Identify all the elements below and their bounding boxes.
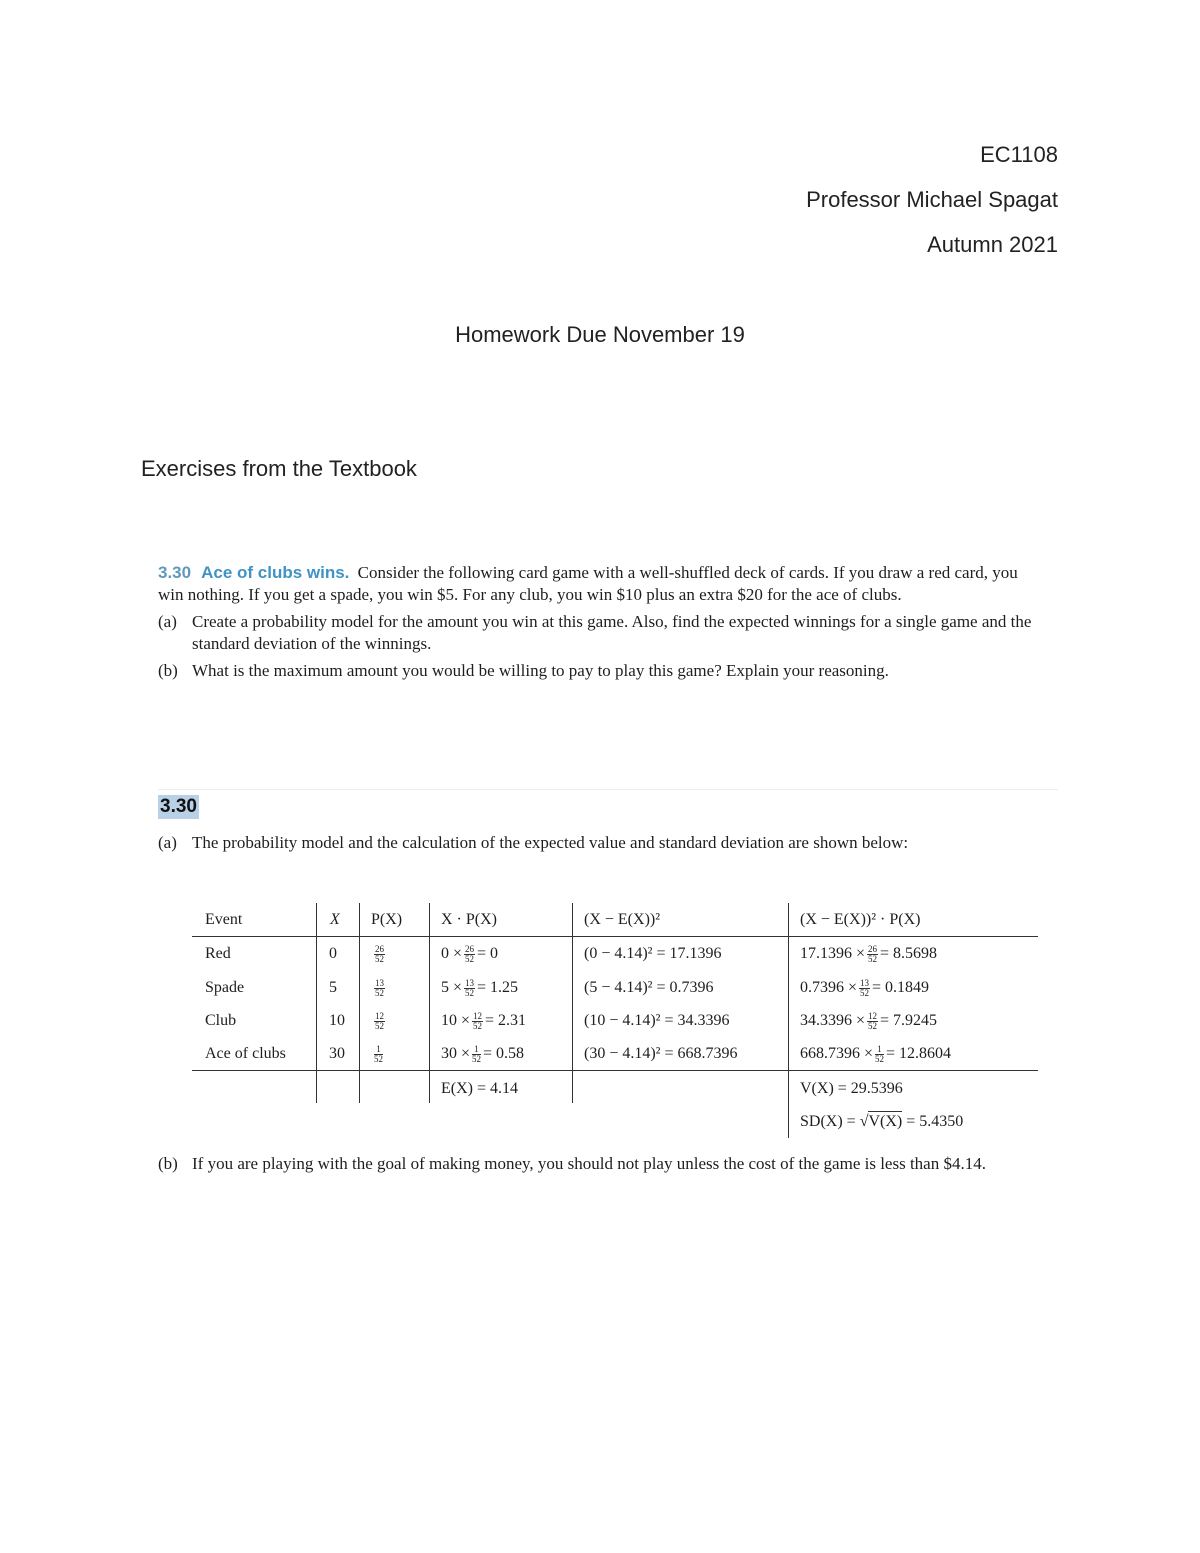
table-cell-x: 10 xyxy=(329,1012,345,1029)
table-rule xyxy=(788,903,789,1138)
table-cell-event: Spade xyxy=(205,979,245,996)
table-cell-event: Club xyxy=(205,1012,237,1029)
exercise-text: Consider the following card game with a well-shuffled deck of cards. If you draw a red card, you win nothing. If you get a spade, you win $5. For any club, you win $10 plus an extra $20 for the ace of clubs. xyxy=(158,563,1018,604)
part-label: (a) xyxy=(158,833,177,852)
table-cell-p: $\frac{26}{52}$ xyxy=(375,943,384,964)
solution-part-a xyxy=(158,832,1022,854)
table-header: (X − E(X))² xyxy=(584,911,661,928)
table-rule xyxy=(192,1070,1038,1071)
expected-value: E(X) = 4.14 xyxy=(441,1080,519,1097)
table-cell-p: $\frac{13}{52}$ xyxy=(375,977,384,998)
table-cell-deviation: (5 − 4.14)² = 0.7396 xyxy=(584,979,714,996)
part-text: Create a probability model for the amount you win at this game. Also, find the expected winnings for a single game and the standard deviation of the winnings. xyxy=(192,612,1032,653)
table-cell-deviation: (30 − 4.14)² = 668.7396 xyxy=(584,1045,738,1062)
part-label: (b) xyxy=(158,1154,178,1173)
table-cell-weighted: 0.7396 × $\frac{13}{52}$ = 0.1849 xyxy=(800,977,930,998)
table-rule xyxy=(429,903,430,1103)
part-text: What is the maximum amount you would be willing to pay to play this game? Explain your reasoning. xyxy=(192,661,889,680)
part-text: If you are playing with the goal of making money, you should not play unless the cost of the game is less than $4.14. xyxy=(192,1154,986,1173)
table-header: X xyxy=(330,911,340,928)
table-cell-weighted: 668.7396 × $\frac{1}{52}$ = 12.8604 xyxy=(800,1043,952,1064)
divider xyxy=(158,789,1058,790)
table-cell-p: $\frac{1}{52}$ xyxy=(374,1043,383,1064)
table-cell-weighted: 34.3396 × $\frac{12}{52}$ = 7.9245 xyxy=(800,1010,938,1031)
table-header: P(X) xyxy=(371,911,403,928)
table-header: (X − E(X))² · P(X) xyxy=(800,911,921,928)
solution-number: 3.30 xyxy=(160,796,197,817)
exercise-block xyxy=(158,562,1043,682)
exercise-statement xyxy=(158,562,1043,606)
table-cell-xp: 5 × $\frac{13}{52}$ = 1.25 xyxy=(441,977,519,998)
table-header: Event xyxy=(205,911,243,928)
term: Autumn 2021 xyxy=(927,232,1058,257)
table-cell-xp: 30 × $\frac{1}{52}$ = 0.58 xyxy=(441,1043,525,1064)
table-cell-deviation: (10 − 4.14)² = 34.3396 xyxy=(584,1012,730,1029)
table-cell-event: Red xyxy=(205,945,231,962)
page-title: Homework Due November 19 xyxy=(455,322,745,347)
exercise-part-b xyxy=(158,660,1043,682)
part-label: (b) xyxy=(158,661,178,680)
part-label: (a) xyxy=(158,612,177,631)
table-rule xyxy=(572,903,573,1103)
table-header: X · P(X) xyxy=(441,911,497,928)
part-text: The probability model and the calculation of the expected value and standard deviation are shown below: xyxy=(192,833,909,852)
exercise-number: 3.30 xyxy=(158,563,192,582)
table-cell-xp: 0 × $\frac{26}{52}$ = 0 xyxy=(441,943,499,964)
exercise-title: Ace of clubs wins. xyxy=(201,563,350,582)
table-rule xyxy=(316,903,317,1103)
table-cell-p: $\frac{12}{52}$ xyxy=(375,1010,384,1031)
table-cell-deviation: (0 − 4.14)² = 17.1396 xyxy=(584,945,722,962)
standard-deviation: SD(X) = √V(X) = 5.4350 xyxy=(800,1113,964,1130)
exercise-part-a xyxy=(158,611,1043,655)
table-cell-xp: 10 × $\frac{12}{52}$ = 2.31 xyxy=(441,1010,527,1031)
table-cell-x: 0 xyxy=(329,945,337,962)
section-heading: Exercises from the Textbook xyxy=(141,456,417,481)
course-code: EC1108 xyxy=(980,142,1058,167)
variance: V(X) = 29.5396 xyxy=(800,1080,903,1097)
table-cell-weighted: 17.1396 × $\frac{26}{52}$ = 8.5698 xyxy=(800,943,938,964)
table-cell-x: 30 xyxy=(329,1045,345,1062)
table-cell-event: Ace of clubs xyxy=(205,1045,286,1062)
professor-name: Professor Michael Spagat xyxy=(806,187,1058,212)
solution-part-b xyxy=(158,1153,1022,1175)
table-cell-x: 5 xyxy=(329,979,337,996)
table-rule xyxy=(192,936,1038,937)
table-rule xyxy=(359,903,360,1103)
